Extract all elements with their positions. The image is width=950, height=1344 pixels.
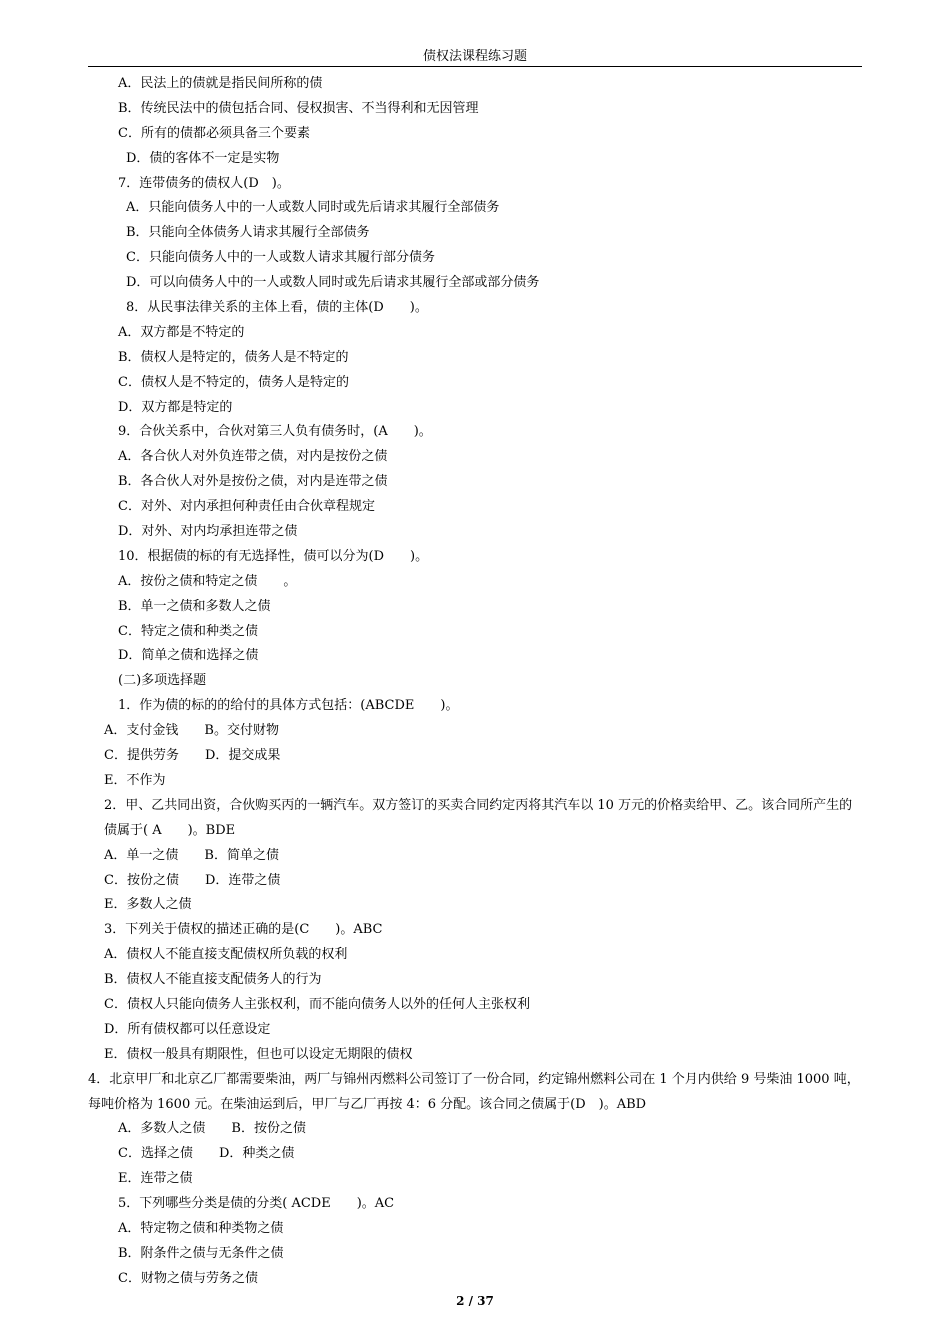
text-line: 5．下列哪些分类是债的分类( ACDE )。AC [118,1196,395,1212]
text-line: B．传统民法中的债包括合同、侵权损害、不当得利和无因管理 [118,100,479,116]
text-line: D．双方都是特定的 [118,399,233,415]
text-line: D．可以向债务人中的一人或数人同时或先后请求其履行全部或部分债务 [126,275,540,291]
text-line: 4．北京甲厂和北京乙厂都需要柴油，两厂与锦州丙燃料公司签订了一份合同，约定锦州燃料公司在 1 个月内供给 9 号柴油 1000 吨，每吨价格为 1600 元。在柴油运到后，甲厂与乙厂再按 4：6 分配。该合同之债属于(D )。ABD [88,1071,860,1112]
text-line: 9．合伙关系中，合伙对第三人负有债务时，(A )。 [118,424,432,440]
text-line: D．债的客体不一定是实物 [126,150,280,166]
text-line: E．不作为 [104,772,166,788]
header-rule [88,66,862,67]
text-line: B．债权人是特定的，债务人是不特定的 [118,349,349,365]
text-line: A．单一之债 B．简单之债 [104,847,279,863]
text-line: A．债权人不能直接支配债权所负载的权利 [104,947,348,963]
text-line: E．多数人之债 [104,897,192,913]
text-line: D．简单之债和选择之债 [118,648,259,664]
text-line: B．附条件之债与无条件之债 [118,1245,284,1261]
text-line: C．债权人是不特定的，债务人是特定的 [118,374,349,390]
page-header-title: 债权法课程练习题 [422,49,527,64]
text-line: C．债权人只能向债务人主张权利，而不能向债务人以外的任何人主张权利 [104,996,530,1012]
text-line: C．按份之债 D．连带之债 [104,872,281,888]
text-line: A．支付金钱 B。交付财物 [104,723,279,739]
text-line: C．对外、对内承担何种责任由合伙章程规定 [118,499,375,515]
text-line: D．对外、对内均承担连带之债 [118,524,298,540]
text-line: A．多数人之债 B．按份之债 [118,1121,306,1137]
text-line: C．财物之债与劳务之债 [118,1270,258,1286]
text-line: (二)多项选择题 [118,673,207,689]
text-line: E．连带之债 [118,1171,193,1187]
text-line: B．债权人不能直接支配债务人的行为 [104,972,322,988]
page-number: 2 / 37 [456,1294,494,1308]
text-line: 1．作为债的标的的给付的具体方式包括：(ABCDE )。 [118,698,459,714]
text-line: A．民法上的债就是指民间所称的债 [118,76,323,91]
text-line: D．所有债权都可以任意设定 [104,1021,271,1037]
text-line: C．所有的债都必须具备三个要素 [118,125,310,141]
text-line: B．只能向全体债务人请求其履行全部债务 [126,225,370,241]
text-line: A．特定物之债和种类物之债 [118,1221,284,1237]
text-line: A．各合伙人对外负连带之债，对内是按份之债 [118,449,388,465]
text-line: C．提供劳务 D．提交成果 [104,748,281,764]
text-line: C．只能向债务人中的一人或数人请求其履行部分债务 [126,250,435,266]
text-line: A．按份之债和特定之债 。 [118,573,297,589]
text-line: A．只能向债务人中的一人或数人同时或先后请求其履行全部债务 [126,200,500,216]
text-line: A．双方都是不特定的 [118,324,245,340]
text-line: 10．根据债的标的有无选择性，债可以分为(D )。 [118,548,429,564]
text-line: 8．从民事法律关系的主体上看，债的主体(D )。 [126,300,428,316]
document-body [88,72,862,1292]
text-line: B．各合伙人对外是按份之债，对内是连带之债 [118,474,388,490]
text-line: C．选择之债 D．种类之债 [118,1146,295,1162]
text-line: 2．甲、乙共同出资，合伙购买丙的一辆汽车。双方签订的买卖合同约定丙将其汽车以 10 万元的价格卖给甲、乙。该合同所产生的债属于( A )。BDE [104,797,853,838]
text-line: B．单一之债和多数人之债 [118,598,271,614]
text-line: 7．连带债务的债权人(D )。 [118,175,290,191]
text-line: C．特定之债和种类之债 [118,623,258,639]
text-line: 3．下列关于债权的描述正确的是(C )。ABC [104,922,383,938]
text-line: E．债权一般具有期限性，但也可以设定无期限的债权 [104,1046,413,1062]
